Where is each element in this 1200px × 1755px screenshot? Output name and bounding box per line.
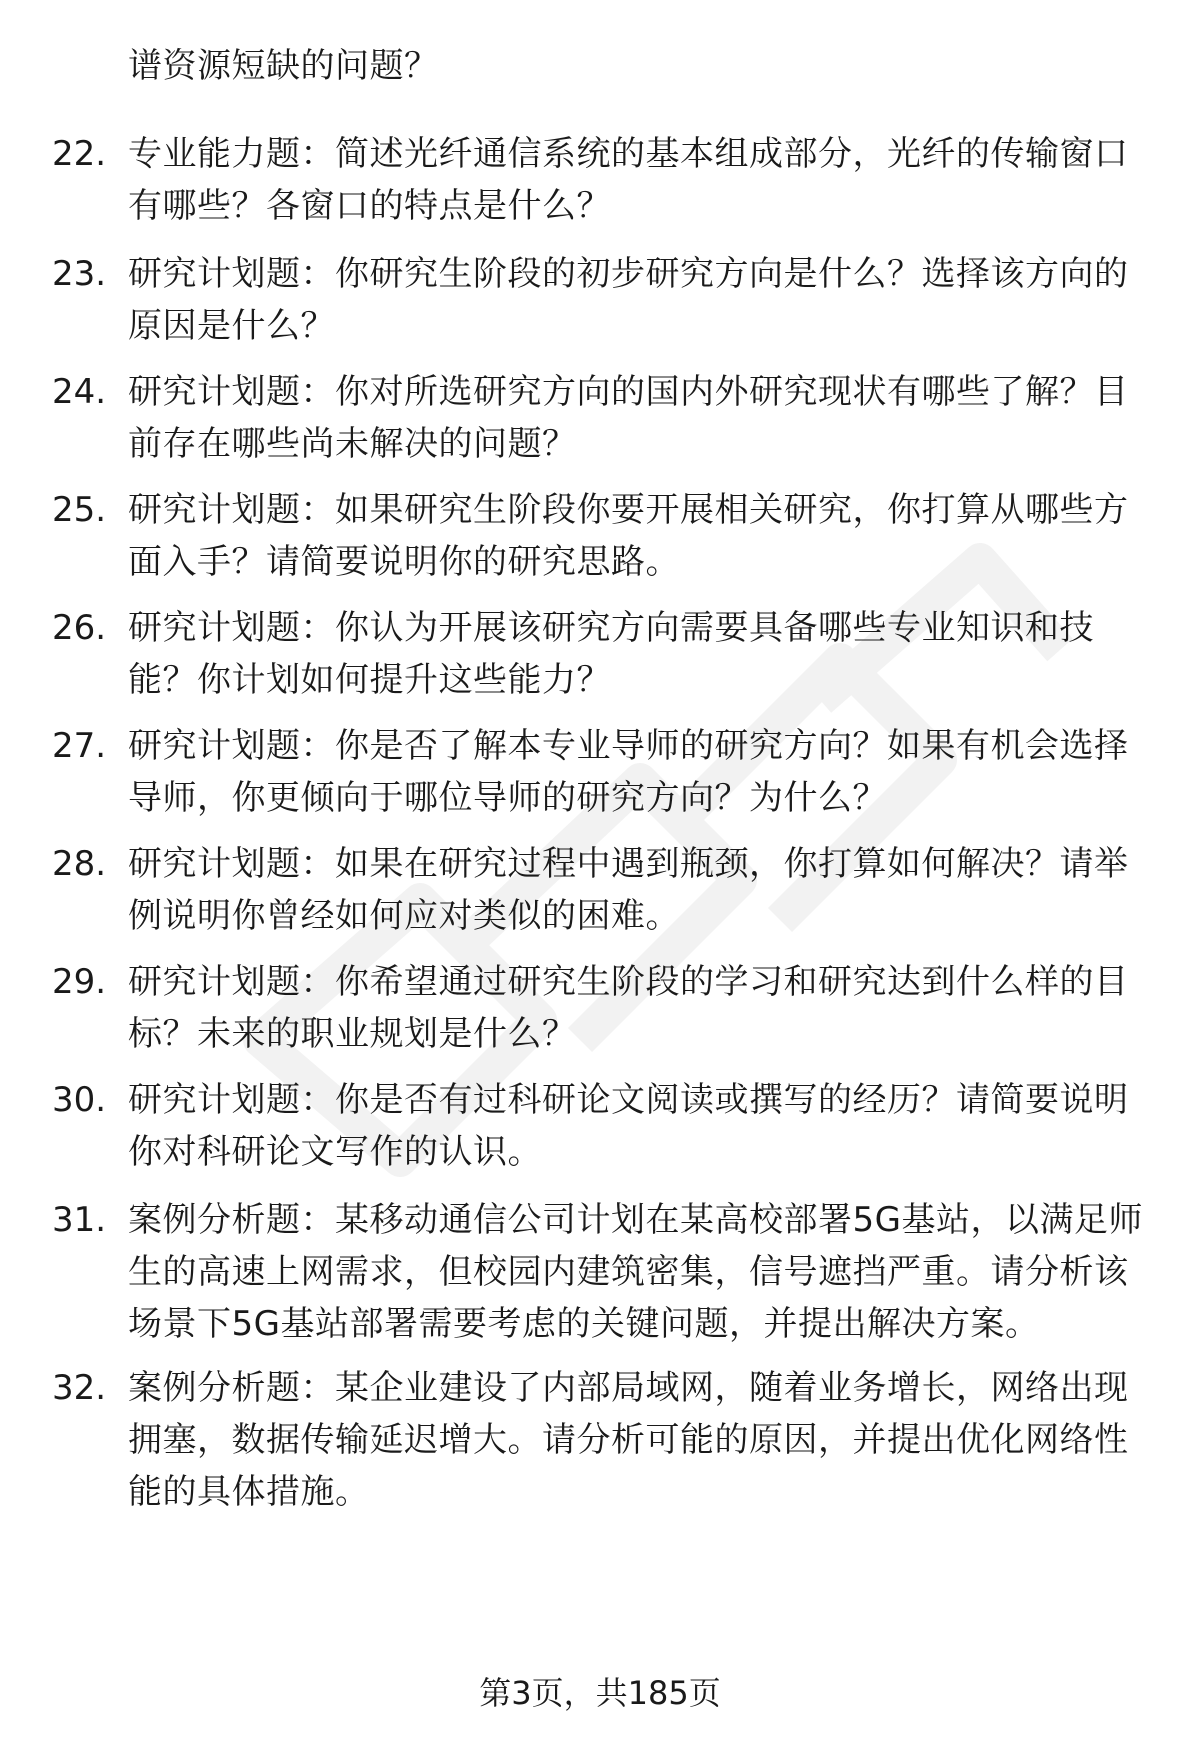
question-number: 25.: [52, 490, 107, 530]
question-number: 32.: [52, 1368, 107, 1408]
question-number: 27.: [52, 726, 107, 766]
question-text: 案例分析题：某企业建设了内部局域网，随着业务增长，网络出现拥塞，数据传输延迟增大。请分析可能的原因，并提出优化网络性能的具体措施。: [128, 1368, 1129, 1512]
question-number: 31.: [52, 1200, 107, 1240]
page-footer: 第3页，共185页: [479, 1674, 721, 1712]
question-number: 24.: [52, 372, 107, 412]
question-number: 30.: [52, 1080, 107, 1120]
question-text: 专业能力题：简述光纤通信系统的基本组成部分，光纤的传输窗口有哪些？各窗口的特点是什么？: [128, 134, 1129, 226]
question-text: 研究计划题：如果在研究过程中遇到瓶颈，你打算如何解决？请举例说明你曾经如何应对类似的困难。: [128, 844, 1129, 936]
question-text: 案例分析题：某移动通信公司计划在某高校部署5G基站，以满足师生的高速上网需求，但校园内建筑密集，信号遮挡严重。请分析该场景下5G基站部署需要考虑的关键问题，并提出解决方案。: [128, 1200, 1143, 1344]
question-text: 研究计划题：你希望通过研究生阶段的学习和研究达到什么样的目标？未来的职业规划是什么？: [128, 962, 1129, 1054]
question-number: 26.: [52, 608, 107, 648]
question-text: 研究计划题：你是否有过科研论文阅读或撰写的经历？请简要说明你对科研论文写作的认识。: [128, 1080, 1129, 1172]
question-text-continuation: 谱资源短缺的问题？: [128, 46, 439, 86]
question-text: 研究计划题：你是否了解本专业导师的研究方向？如果有机会选择导师，你更倾向于哪位导师的研究方向？为什么？: [128, 726, 1129, 818]
question-text: 研究计划题：你认为开展该研究方向需要具备哪些专业知识和技能？你计划如何提升这些能力？: [128, 608, 1094, 700]
question-number: 29.: [52, 962, 107, 1002]
question-number: 28.: [52, 844, 107, 884]
question-number: 22.: [52, 134, 107, 174]
question-text: 研究计划题：如果研究生阶段你要开展相关研究，你打算从哪些方面入手？请简要说明你的研究思路。: [128, 490, 1129, 582]
question-text: 研究计划题：你研究生阶段的初步研究方向是什么？选择该方向的原因是什么？: [128, 254, 1129, 346]
question-text: 研究计划题：你对所选研究方向的国内外研究现状有哪些了解？目前存在哪些尚未解决的问题？: [128, 372, 1129, 464]
question-number: 23.: [52, 254, 107, 294]
